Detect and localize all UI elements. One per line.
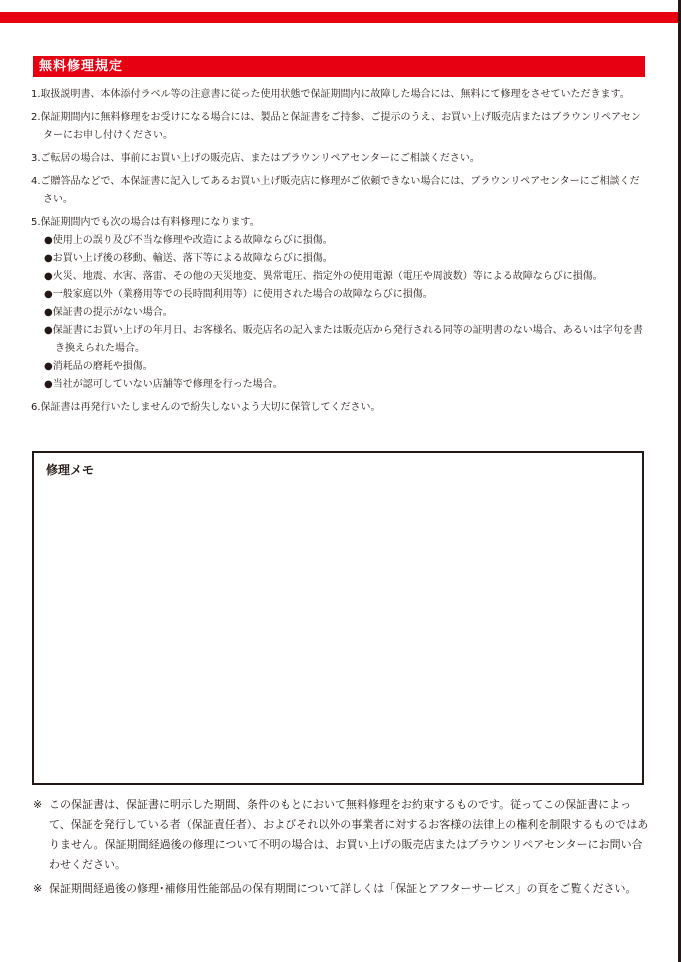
clause-1: 1.取扱説明書、本体添付ラベル等の注意書に従った使用状態で保証期間内に故障した場合には、無料にて修理をさせていただきます。 [31, 89, 630, 100]
list-item: ●当社が認可していない店舗等で修理を行った場合。 [31, 376, 647, 394]
list-item: ●保証書の提示がない場合。 [31, 304, 647, 322]
bullet-icon: ● [44, 271, 53, 282]
bullet-icon: ● [44, 379, 53, 390]
paid-repair-conditions [31, 232, 647, 394]
list-item: ●一般家庭以外（業務用等での長時間利用等）に使用された場合の故障ならびに損傷。 [31, 286, 647, 304]
list-item: ●使用上の誤り及び不当な修理や改造による故障ならびに損傷。 [31, 232, 647, 250]
list-item: ●お買い上げ後の移動、輸送、落下等による故障ならびに損傷。 [31, 250, 647, 268]
clause-5: 5.保証期間内でも次の場合は有料修理になります。 [31, 217, 260, 228]
list-item: ●消耗品の磨耗や損傷。 [31, 358, 647, 376]
clause-3: 3.ご転居の場合は、事前にお買い上げの販売店、またはブラウンリペアセンターにご相談ください。 [31, 153, 480, 164]
bullet-icon: ● [44, 307, 53, 318]
reference-mark-icon: ※ [33, 882, 43, 895]
reference-mark-icon: ※ [33, 798, 43, 811]
bullet-icon: ● [44, 361, 53, 372]
footnote: ※ この保証書は、保証書に明示した期間、条件のもとにおいて無料修理をお約束するものです。従ってこの保証書によって、保証を発行している者（保証責任者）、およびそれ以外の事業者に対するお客様の法律上の権利を制限するものではありません。保証期間経過後の修理について不明の場合は、お買い上げの販売店またはブラウンリペアセンターにお問い合わせください。 [33, 795, 649, 875]
footnotes [33, 795, 649, 903]
top-red-bar [0, 12, 681, 23]
terms-list [31, 86, 647, 422]
memo-title: 修理メモ [46, 463, 95, 477]
bullet-icon: ● [44, 253, 53, 264]
clause-4: 4.ご贈答品などで、本保証書に記入してあるお買い上げ販売店に修理がご依頼できない場合には、ブラウンリペアセンターにご相談ください。 [31, 176, 640, 205]
clause-2: 2.保証期間内に無料修理をお受けになる場合には、製品と保証書をご持参、ご提示のうえ、お買い上げ販売店またはブラウンリペアセンターにお申し付けください。 [31, 112, 641, 141]
footnote: ※ 保証期間経過後の修理･補修用性能部品の保有期間について詳しくは「保証とアフターサービス」の頁をご覧ください。 [33, 879, 649, 899]
bullet-icon: ● [44, 325, 53, 336]
clause-6: 6.保証書は再発行いたしませんので紛失しないよう大切に保管してください。 [31, 402, 381, 413]
bullet-icon: ● [44, 235, 53, 246]
list-item: ●保証書にお買い上げの年月日、お客様名、販売店名の記入または販売店から発行される同等の証明書のない場合、あるいは字句を書き換えられた場合。 [31, 322, 647, 358]
repair-memo-box [32, 451, 644, 785]
section-title: 無料修理規定 [33, 56, 645, 77]
bullet-icon: ● [44, 289, 53, 300]
list-item: ●火災、地震、水害、落雷、その他の天災地変、異常電圧、指定外の使用電源（電圧や周波数）等による故障ならびに損傷。 [31, 268, 647, 286]
